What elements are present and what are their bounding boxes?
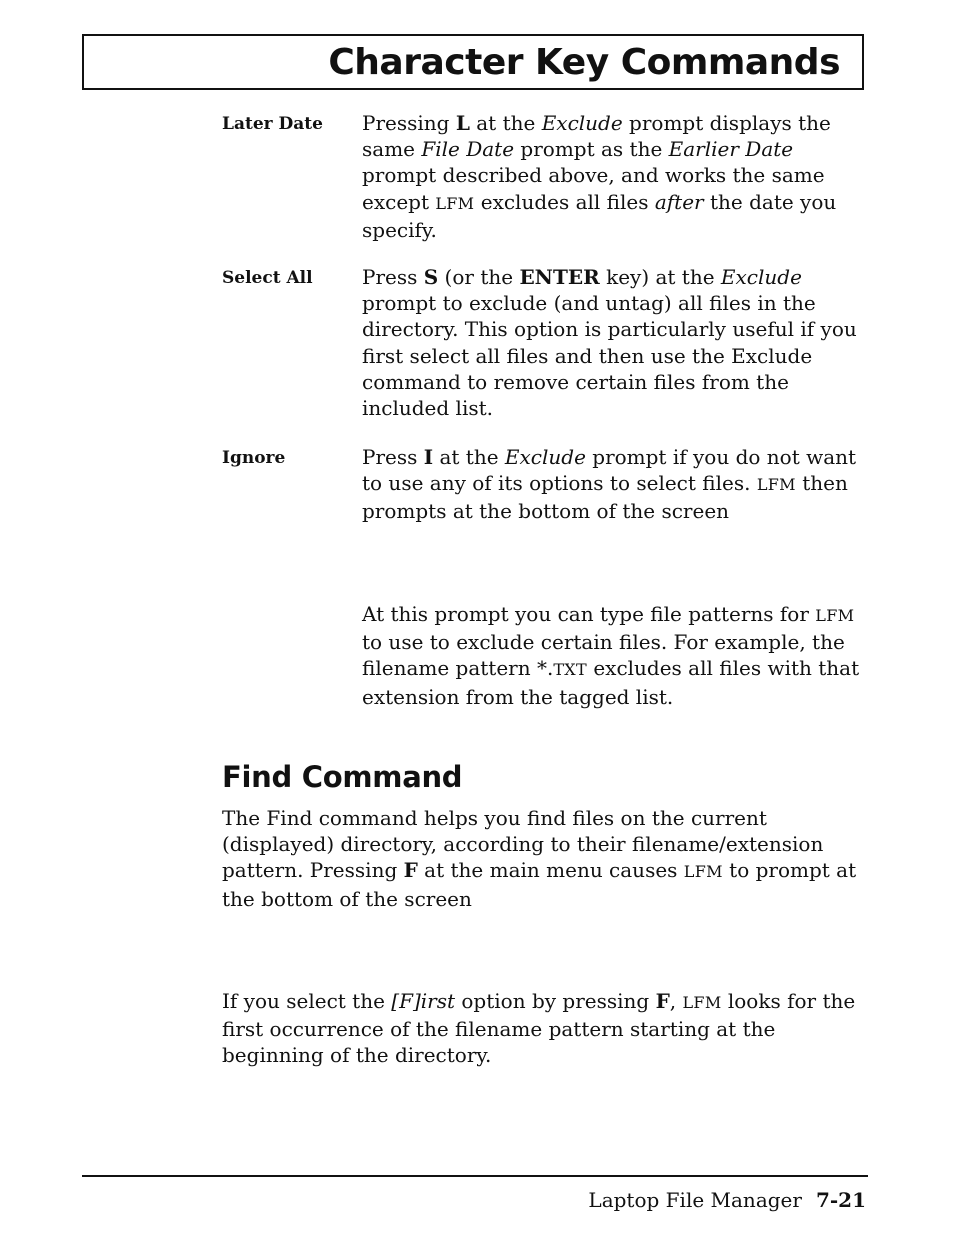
term-select-all: Select All xyxy=(222,268,313,288)
term-later-date: Later Date xyxy=(222,114,323,134)
footer-label: Laptop File Manager xyxy=(588,1188,802,1212)
desc-later-date: Pressing L at the Exclude prompt displays the same File Date prompt as the Earlier Date prompt described above, and works the same except LFM excludes all files after the date you specify. xyxy=(362,111,837,242)
find-paragraph-1: The Find command helps you find files on the current (displayed) directory, according to their filename/extension pattern. Pressing F at the main menu causes LFM to prompt at the bottom of the screen xyxy=(222,806,857,911)
page-number: 7-21 xyxy=(815,1188,866,1212)
section-heading-find: Find Command xyxy=(222,760,463,794)
desc-ignore: Press I at the Exclude prompt if you do not want to use any of its options to select files. LFM then prompts at the bottom of the screen xyxy=(362,445,857,524)
term-ignore: Ignore xyxy=(222,448,286,468)
find-paragraph-2: If you select the [F]irst option by pressing F, LFM looks for the first occurrence of the filename pattern starting at the beginning of the directory. xyxy=(222,989,856,1068)
page-title: Character Key Commands xyxy=(328,42,840,83)
footer xyxy=(588,1188,866,1212)
title-box xyxy=(82,34,864,90)
pattern-paragraph: At this prompt you can type file patterns for LFM to use to exclude certain files. For example, the filename pattern *.TXT excludes all files with that extension from the tagged list. xyxy=(362,602,860,709)
desc-select-all: Press S (or the ENTER key) at the Exclude prompt to exclude (and untag) all files in the directory. This option is particularly useful if you first select all files and then use the Exclude command to remove certain files from the included list. xyxy=(362,265,857,421)
footer-rule xyxy=(82,1175,868,1177)
